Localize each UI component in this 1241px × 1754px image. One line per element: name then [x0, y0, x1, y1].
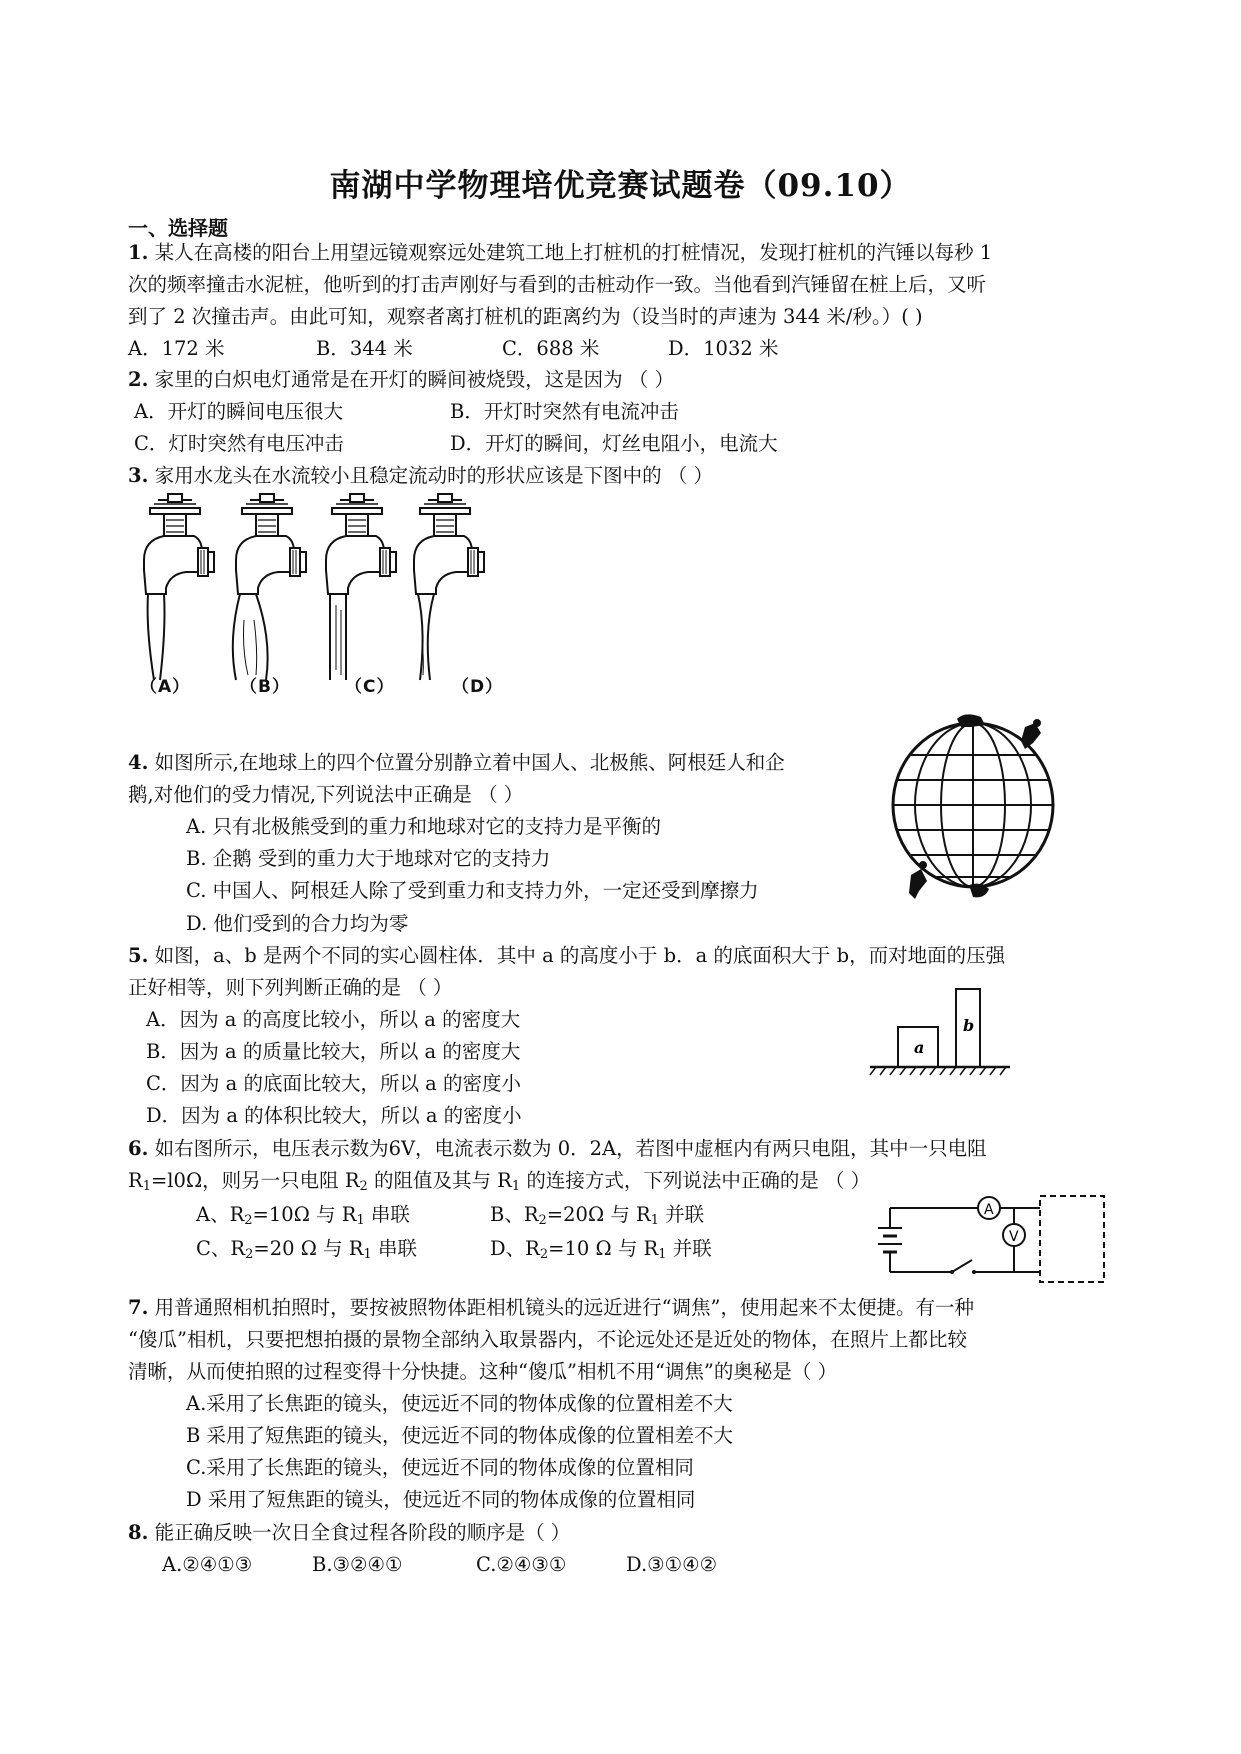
faucet-figure [140, 490, 560, 690]
question-7-option-c: C.采用了长焦距的镜头，使远近不同的物体成像的位置相同 [186, 1456, 694, 1479]
question-8-option-b: B.③②④① [312, 1553, 403, 1576]
question-6-option-a: A、$R_2=10\Omega$ 与 $R_1$ 串联 [196, 1203, 410, 1228]
question-7-line-3: 清晰，从而使拍照的过程变得十分快捷。这种“傻瓜”相机不用“调焦”的奥秘是（ ） [128, 1360, 838, 1383]
faucet-caption-a: （A） [140, 677, 191, 697]
question-2-stem: 2. 家里的白炽电灯通常是在开灯的瞬间被烧毁，这是因为 （ ） [128, 368, 674, 391]
question-4-option-c: C. 中国人、阿根廷人除了受到重力和支持力外，一定还受到摩擦力 [186, 879, 759, 902]
question-7-line-1: 7. 用普通照相机拍照时，要按被照物体距相机镜头的远近进行“调焦”，使用起来不太便捷。有一种 [128, 1296, 975, 1319]
question-7-option-d: D 采用了短焦距的镜头，使远近不同的物体成像的位置相同 [186, 1488, 696, 1511]
circuit-figure [870, 1190, 1110, 1290]
question-5-option-b: B．因为 a 的质量比较大，所以 a 的密度大 [146, 1040, 521, 1063]
cylinder-b-label: b [963, 1016, 975, 1035]
question-6-line-1: 6. 如右图所示，电压表示数为6V，电流表示数为 0．2A，若图中虚框内有两只电阻，其中一只电阻 [128, 1137, 987, 1160]
question-7-line-2: “傻瓜”相机，只要把想拍摄的景物全部纳入取景器内，不论远处还是近处的物体，在照片上都比较 [128, 1328, 967, 1351]
question-4-line-1: 4. 如图所示,在地球上的四个位置分别静立着中国人、北极熊、阿根廷人和企 [128, 751, 785, 774]
question-8-stem: 8. 能正确反映一次日全食过程各阶段的顺序是（ ） [128, 1521, 571, 1544]
question-4-option-b: B. 企鹅 受到的重力大于地球对它的支持力 [186, 847, 551, 870]
question-5-line-2: 正好相等，则下列判断正确的是 （ ） [128, 976, 453, 999]
question-6-option-d: D、$R_2=10$ Ω 与 $R_1$ 并联 [490, 1237, 712, 1262]
question-1-line-1: 1. 某人在高楼的阳台上用望远镜观察远处建筑工地上打桩机的打桩情况，发现打桩机的汽锤以每秒 1 [128, 241, 993, 264]
cylinder-a-label: a [914, 1038, 925, 1057]
question-8-option-c: C.②④③① [476, 1553, 567, 1576]
question-1-line-2: 次的频率撞击水泥桩，他听到的打击声刚好与看到的击桩动作一致。当他看到汽锤留在桩上后，又听 [128, 273, 987, 296]
question-5-line-1: 5. 如图，a、b 是两个不同的实心圆柱体．其中 a 的高度小于 b．a 的底面积大于 b，而对地面的压强 [128, 944, 1006, 967]
question-8-option-a: A.②④①③ [162, 1553, 253, 1576]
question-1-option-a: A．172 米 [128, 337, 225, 360]
question-2-option-c: C．灯时突然有电压冲击 [134, 432, 344, 455]
question-2-option-d: D．开灯的瞬间，灯丝电阻小，电流大 [450, 432, 778, 455]
question-4-option-a: A. 只有北极熊受到的重力和地球对它的支持力是平衡的 [186, 815, 661, 838]
voltmeter-label: V [1009, 1229, 1019, 1245]
question-6-option-c: C、$R_2=20$ Ω 与 $R_1$ 串联 [196, 1237, 417, 1262]
globe-figure [885, 715, 1065, 900]
question-5-option-c: C．因为 a 的底面比较大，所以 a 的密度小 [146, 1072, 521, 1095]
question-5-option-a: A．因为 a 的高度比较小，所以 a 的密度大 [146, 1008, 521, 1031]
faucet-caption-c: （C） [345, 677, 395, 697]
question-7-option-b: B 采用了短焦距的镜头，使远近不同的物体成像的位置相差不大 [186, 1424, 734, 1447]
question-8-option-d: D.③①④② [626, 1553, 718, 1576]
faucet-caption-b: （B） [240, 677, 290, 697]
question-1-option-b: B．344 米 [316, 337, 413, 360]
question-6-line-2: $R_1=l0\Omega$，则另一只电阻 $R_2$ 的阻值及其与 $R_1$ 的连接方式，下列说法中正确的是 （ ） [128, 1169, 871, 1194]
question-1-option-c: C．688 米 [502, 337, 600, 360]
faucet-caption-d: （D） [452, 677, 504, 697]
question-6-option-b: B、$R_2=20\Omega$ 与 $R_1$ 并联 [490, 1203, 705, 1228]
page-title: 南湖中学物理培优竞赛试题卷（09.10） [329, 168, 912, 204]
question-1-line-3: 到了 2 次撞击声。由此可知，观察者离打桩机的距离约为（设当时的声速为 344 米/秒。）( ) [128, 305, 923, 328]
question-5-option-d: D．因为 a 的体积比较大，所以 a 的密度小 [146, 1104, 522, 1127]
cylinders-figure [870, 985, 1020, 1080]
question-1-option-d: D．1032 米 [668, 337, 779, 360]
ammeter-label: A [984, 1202, 994, 1218]
question-2-option-b: B．开灯时突然有电流冲击 [450, 400, 679, 423]
question-2-option-a: A．开灯的瞬间电压很大 [134, 400, 344, 423]
question-4-option-d: D. 他们受到的合力均为零 [186, 912, 409, 935]
question-4-line-2: 鹅,对他们的受力情况,下列说法中正确是 （ ） [128, 783, 524, 806]
section-heading: 一、选择题 [128, 216, 228, 240]
question-3-stem: 3. 家用水龙头在水流较小且稳定流动时的形状应该是下图中的 （ ） [128, 464, 713, 487]
question-7-option-a: A.采用了长焦距的镜头，使远近不同的物体成像的位置相差不大 [186, 1392, 733, 1415]
